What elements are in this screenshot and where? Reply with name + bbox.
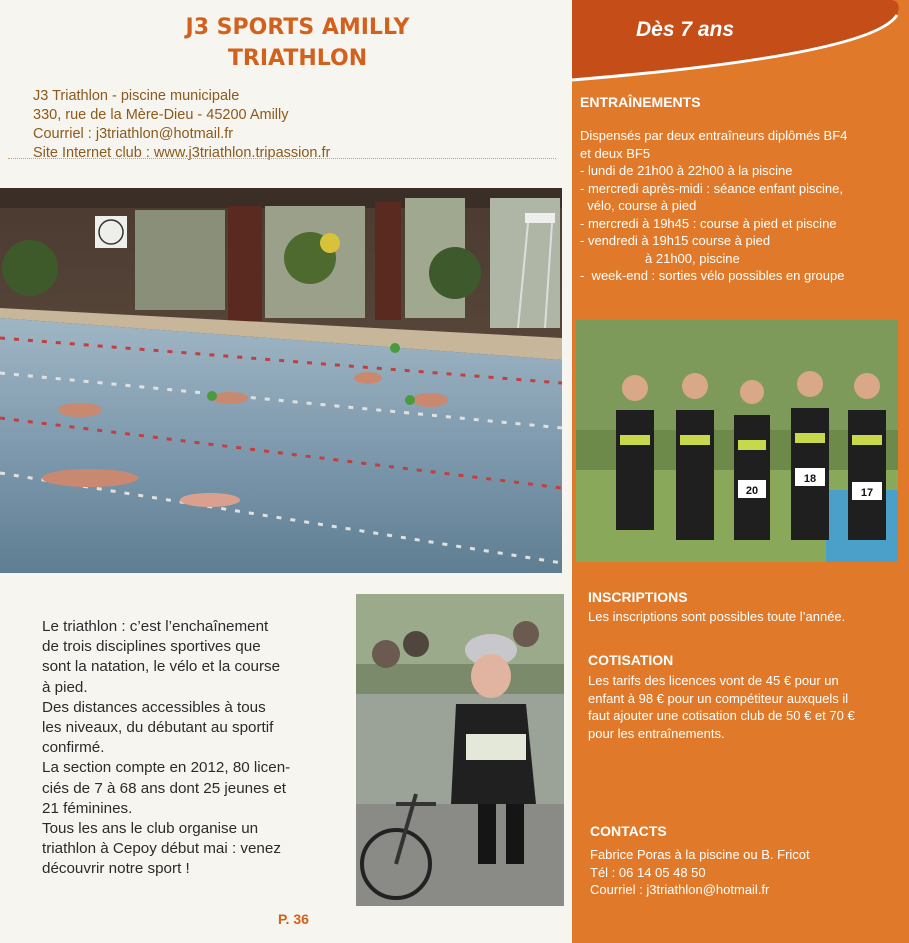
text-line: les niveaux, du débutant au sportif: [42, 719, 274, 737]
text-line: de trois disciplines sportives que: [42, 638, 261, 656]
training-line: Dispensés par deux entraîneurs diplômés BF4: [580, 128, 848, 143]
training-line: et deux BF5: [580, 145, 651, 161]
training-line: - vendredi à 19h15 course à pied: [580, 233, 771, 248]
address-line-2: 330, rue de la Mère-Dieu - 45200 Amilly: [33, 107, 289, 123]
contact-line: Fabrice Poras à la piscine ou B. Fricot: [590, 847, 810, 862]
website-line: Site Internet club : www.j3triathlon.tripassion.fr: [33, 145, 331, 161]
text-line: Des distances accessibles à tous: [42, 698, 266, 716]
bib-number: 17: [860, 487, 874, 499]
text-line: triathlon à Cepoy début mai : venez: [42, 840, 281, 858]
training-line: - mercredi à 19h45 : course à pied et piscine: [580, 215, 837, 231]
bib-number: 18: [803, 473, 817, 485]
fees-line: pour les entraînements.: [588, 725, 725, 741]
contacts-text: [590, 846, 810, 899]
fees-line: enfant à 98 € pour un compétiteur auxquels il: [588, 690, 849, 706]
address-line-1: J3 Triathlon - piscine municipale: [33, 88, 240, 104]
training-line: - lundi de 21h00 à 22h00 à la piscine: [580, 163, 793, 178]
pool-photo: [0, 188, 562, 573]
club-address: [33, 87, 563, 163]
text-line: Tous les ans le club organise un: [42, 820, 259, 838]
training-line: à 21h00, piscine: [580, 250, 740, 266]
text-line: découvrir notre sport !: [42, 860, 190, 878]
contact-line: Tél : 06 14 05 48 50: [590, 864, 706, 880]
description-text: [42, 617, 339, 880]
team-photo: [576, 320, 898, 562]
text-line: à pied.: [42, 678, 88, 696]
text-line: sont la natation, le vélo et la course: [42, 658, 281, 676]
fees-line: faut ajouter une cotisation club de 50 € et 70 €: [588, 708, 855, 723]
title-line-2: TRIATHLON: [227, 46, 368, 71]
fees-heading: COTISATION: [588, 652, 674, 668]
header-divider: [8, 158, 556, 159]
age-banner: [572, 0, 909, 92]
email-line: Courriel : j3triathlon@hotmail.fr: [33, 126, 234, 142]
text-line: Le triathlon : c’est l’enchaînement: [42, 618, 269, 635]
title-line-1: J3 SPORTS AMILLY: [185, 15, 410, 40]
fees-line: Les tarifs des licences vont de 45 € pour un: [588, 673, 839, 688]
contacts-heading: CONTACTS: [590, 823, 667, 839]
registration-heading: INSCRIPTIONS: [588, 589, 688, 605]
contact-line: Courriel : j3triathlon@hotmail.fr: [590, 882, 770, 897]
page-number: P. 36: [278, 911, 309, 927]
training-line: - mercredi après-midi : séance enfant piscine,: [580, 180, 844, 196]
training-line: - week-end : sorties vélo possibles en groupe: [580, 268, 845, 283]
registration-line: Les inscriptions sont possibles toute l’année.: [588, 609, 846, 624]
child-runner-photo: [356, 594, 564, 906]
training-schedule: [580, 127, 847, 285]
fees-text: [588, 672, 855, 742]
age-badge: Dès 7 ans: [636, 18, 735, 41]
registration-text: [588, 608, 845, 626]
page-title: [120, 12, 475, 74]
text-line: La section compte en 2012, 80 licen-: [42, 759, 291, 777]
bib-number: 20: [745, 485, 759, 497]
text-line: ciés de 7 à 68 ans dont 25 jeunes et: [42, 779, 287, 797]
text-line: confirmé.: [42, 739, 105, 757]
text-line: 21 féminines.: [42, 799, 133, 817]
training-heading: ENTRAÎNEMENTS: [580, 94, 701, 110]
training-line: vélo, course à pied: [580, 198, 697, 213]
